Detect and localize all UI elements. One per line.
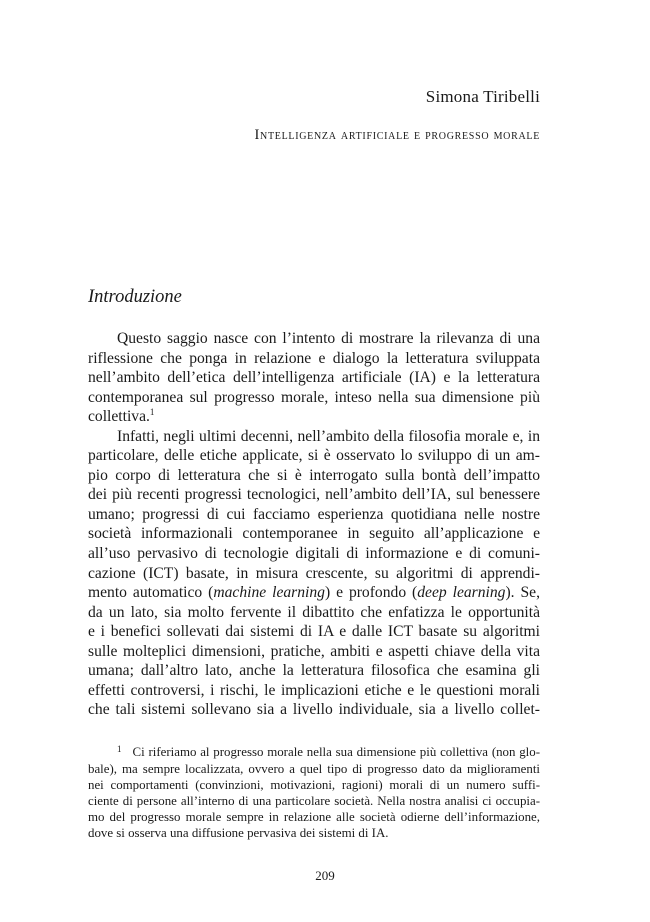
author-name: Simona Tiribelli	[425, 87, 540, 106]
section-heading: Introduzione	[88, 287, 182, 307]
footnote-line-text: Ci riferiamo al progresso morale nella sua dimensione più collettiva (non glo-	[132, 745, 540, 759]
body-line-text: ). Se,	[505, 584, 540, 602]
body-line: da un lato, sia molto fervente il dibattito che enfatizza le opportunità	[88, 603, 540, 621]
footnote-number: 1	[117, 744, 122, 754]
footnote-line: nei comportamenti (convinzioni, motivazioni, ragioni) morali di un numero suffi-	[88, 778, 540, 793]
body-line: Infatti, negli ultimi decenni, nell’ambito della filosofia morale e, in	[117, 427, 540, 445]
body-line: contemporanea sul progresso morale, inteso nella sua dimensione più	[88, 388, 540, 406]
term-deep-learning: deep learning	[417, 584, 506, 602]
footnote-reference[interactable]: 1	[149, 407, 155, 417]
body-line: dei più recenti progressi tecnologici, nell’ambito dell’IA, sul benessere	[88, 486, 540, 504]
body-line: sulle molteplici dimensioni, pratiche, ambiti e aspetti chiave della vita	[88, 642, 540, 660]
body-line-text: mento automatico (	[88, 584, 214, 602]
body-line-text: ) e profondo (	[324, 584, 418, 602]
body-line-text: collettiva.	[88, 408, 150, 426]
term-machine-learning: machine learning	[213, 584, 325, 602]
body-text	[88, 329, 540, 720]
body-line: cazione (ICT) basate, in misura crescente, su algoritmi di apprendi-	[88, 564, 540, 582]
body-line: riflessione che ponga in relazione e dialogo la letteratura sviluppata	[88, 349, 540, 367]
body-line: effetti controversi, i rischi, le implicazioni etiche e le questioni morali	[88, 681, 540, 699]
body-line: pio corpo di letteratura che si è interrogato sulla bontà dell’impatto	[88, 466, 540, 484]
body-line: umana; dall’altro lato, anche la letteratura filosofica che esamina gli	[88, 662, 540, 680]
footnote	[88, 744, 540, 841]
body-line: nell’ambito dell’etica dell’intelligenza artificiale (IA) e la letteratura	[88, 369, 540, 387]
footnote-line: ciente di persone all’interno di una particolare società. Nella nostra analisi ci occupia-	[88, 794, 540, 809]
footnote-line: dove si osserva una diffusione pervasiva dei sistemi di IA.	[88, 826, 389, 841]
footnote-line: mo del progresso morale sempre in relazione alle società odierne dell’informazione,	[88, 810, 540, 825]
footnote-line: bale), ma sempre localizzata, ovvero a quel tipo di progresso dato da miglioramenti	[88, 762, 540, 777]
body-line: società informazionali contemporanee in seguito all’applicazione e	[88, 525, 540, 543]
chapter-title: Intelligenza artificiale e progresso morale	[254, 127, 540, 143]
body-line	[88, 583, 540, 603]
body-line: che tali sistemi sollevano sia a livello individuale, sia a livello collet-	[88, 701, 540, 719]
body-line: e i benefici sollevati dai sistemi di IA e dalle ICT basate su algoritmi	[88, 623, 540, 641]
body-line: umano; progressi di cui facciamo esperienza quotidiana nelle nostre	[88, 505, 540, 523]
footnote-line	[88, 744, 540, 761]
page-number: 209	[315, 868, 335, 883]
body-line	[88, 407, 540, 427]
body-line: all’uso pervasivo di tecnologie digitali di informazione e di comuni-	[88, 545, 540, 563]
body-line: particolare, delle etiche applicate, si è osservato lo sviluppo di un am-	[88, 447, 540, 465]
body-line: Questo saggio nasce con l’intento di mostrare la rilevanza di una	[117, 330, 540, 347]
